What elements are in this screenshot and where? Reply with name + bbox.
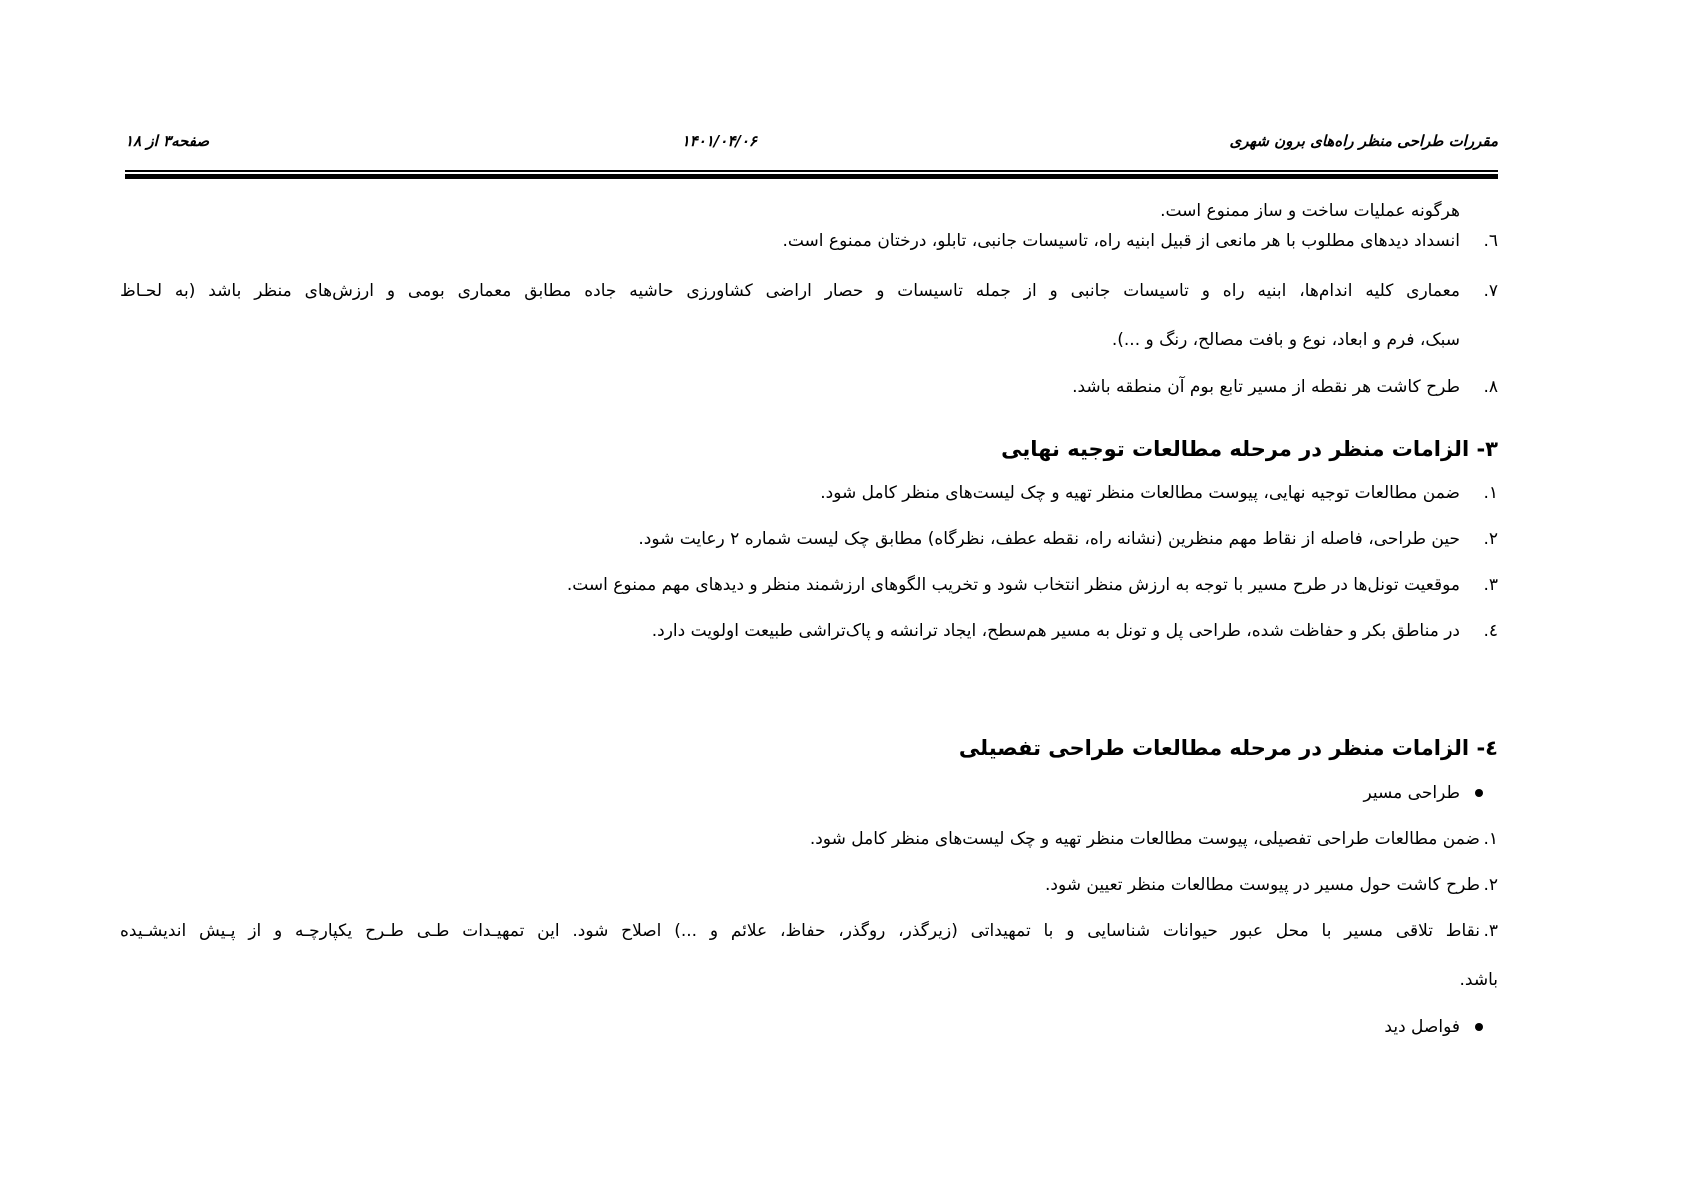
list-item-number: ٢. — [1483, 529, 1498, 549]
header-rule-thick — [125, 174, 1498, 179]
list-item-number: ٦. — [1483, 231, 1498, 251]
list-item-text: نقاط تلاقی مسیر با محل عبور حیوانات شناسایی و با تمهیداتی (زیرگذر، روگذر، حفاظ، علائم و ...) اصلاح شود. این تمهیـدات طـی طـرح یکپارچـه و از پـیش اندیشـیده — [120, 921, 1480, 941]
section-heading: ۳- الزامات منظر در مرحله مطالعات توجیه نهایی — [1001, 437, 1498, 461]
list-item — [120, 824, 1498, 854]
list-item — [120, 226, 1498, 256]
list-item-number: ٤. — [1483, 621, 1498, 641]
list-item-number: ٧. — [1483, 281, 1498, 301]
list-item-number: ٨. — [1483, 377, 1498, 397]
list-item-number: ١. — [1483, 829, 1498, 849]
list-item — [120, 916, 1498, 946]
list-item-text: در مناطق بکر و حفاظت شده، طراحی پل و تونل به مسیر هم‌سطح، ایجاد ترانشه و پاک‌تراشی طبیعت اولویت دارد. — [651, 621, 1460, 641]
section-heading: ٤- الزامات منظر در مرحله مطالعات طراحی تفصیلی — [958, 736, 1498, 760]
list-item-text: معماری کلیه اندام‌ها، ابنیه راه و تاسیسات جانبی و از جمله تاسیسات و حصار اراضی کشاورزی حاشیه جاده مطابق معماری بومی و ارزش‌های منظر باشد (به لحـاظ — [120, 281, 1460, 301]
continuation-text: هرگونه عملیات ساخت و ساز ممنوع است. — [1160, 201, 1460, 221]
list-item — [120, 616, 1498, 646]
list-item-text: ضمن مطالعات توجیه نهایی، پیوست مطالعات منظر تهیه و چک لیست‌های منظر کامل شود. — [820, 483, 1460, 503]
list-item — [120, 870, 1498, 900]
bullet-text: فواصل دید — [1384, 1017, 1460, 1037]
bullet-item — [120, 778, 1498, 808]
list-item — [120, 372, 1498, 402]
list-item-number: ١. — [1483, 483, 1498, 503]
bullet-item — [120, 1012, 1498, 1042]
list-item-number: ٣. — [1483, 575, 1498, 595]
document-title: مقررات طراحی منظر راه‌های برون شهری — [1229, 132, 1498, 150]
document-date: ۱۴۰۱/۰۴/۰۶ — [681, 132, 757, 150]
page-header — [125, 130, 1498, 152]
bullet-text: طراحی مسیر — [1363, 783, 1460, 803]
list-item — [120, 570, 1498, 600]
list-item-number: ٢. — [1483, 875, 1498, 895]
bullet-icon — [1475, 1023, 1483, 1031]
list-item-text: حین طراحی، فاصله از نقاط مهم منظرین (نشانه راه، نقطه عطف، نظرگاه) مطابق چک لیست شماره ۲ رعایت شود. — [638, 529, 1460, 549]
list-item-text: ضمن مطالعات طراحی تفصیلی، پیوست مطالعات منظر تهیه و چک لیست‌های منظر کامل شود. — [809, 829, 1480, 849]
list-item-text-continuation: سبک، فرم و ابعاد، نوع و بافت مصالح، رنگ و ...). — [1111, 330, 1460, 350]
list-item — [120, 276, 1498, 306]
list-item-text: طرح کاشت هر نقطه از مسیر تابع بوم آن منطقه باشد. — [1072, 377, 1460, 397]
page-number: صفحه۳ از ۱۸ — [125, 132, 210, 150]
list-item-text: طرح کاشت حول مسیر در پیوست مطالعات منظر تعیین شود. — [1044, 875, 1480, 895]
list-item-text: موقعیت تونل‌ها در طرح مسیر با توجه به ارزش منظر انتخاب شود و تخریب الگوهای ارزشمند منظر و دیدهای مهم ممنوع است. — [566, 575, 1460, 595]
header-rule-thin — [125, 170, 1498, 172]
list-item — [120, 478, 1498, 508]
list-item-text: انسداد دیدهای مطلوب با هر مانعی از قبیل ابنیه راه، تاسیسات جانبی، تابلو، درختان ممنوع است. — [782, 231, 1460, 251]
list-item-text-continuation: باشد. — [1459, 970, 1498, 990]
list-item — [120, 524, 1498, 554]
list-item-number: ٣. — [1483, 921, 1498, 941]
bullet-icon — [1475, 789, 1483, 797]
